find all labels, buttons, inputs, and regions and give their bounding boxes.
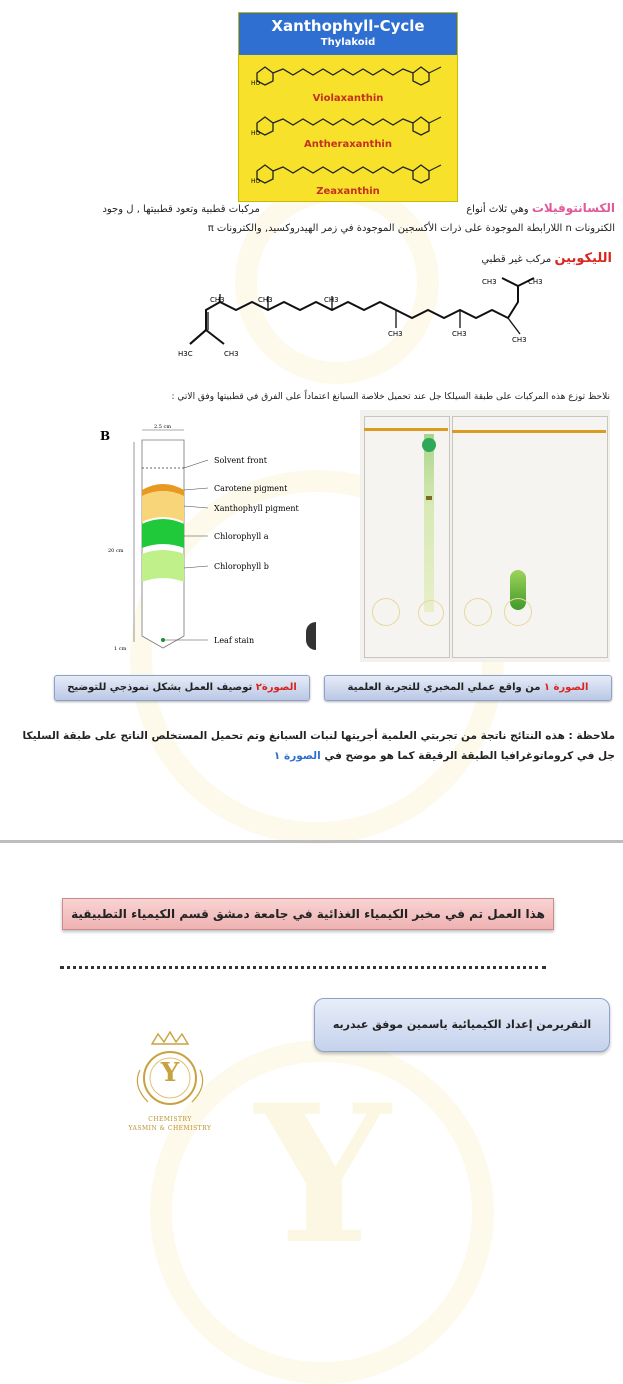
- tlc-green-spot-top: [422, 438, 436, 452]
- origin-distance-label: 1 cm: [114, 646, 127, 652]
- tlc-origin-circle-4: [504, 598, 532, 626]
- zeaxanthin-structure: [247, 157, 449, 187]
- caption-figure-1: [324, 675, 612, 701]
- solvent-front-left: [364, 428, 448, 431]
- plate-height-label: 20 cm: [108, 548, 124, 554]
- logo-letter: Y: [160, 1058, 180, 1088]
- lycopene-label-bottom-1: H3C: [178, 350, 193, 358]
- note-line-2-text: جل في كروماتوغرافيا الطبقة الرقيقة كما هو موضح في: [324, 750, 615, 762]
- svg-text:HO: HO: [251, 130, 261, 137]
- caption-figure-1-text: من واقع عملي المخبري للتجربة العلمية: [347, 682, 541, 693]
- tlc-origin-circle-3: [464, 598, 492, 626]
- lycopene-label-top-5: CH3: [528, 278, 543, 286]
- logo-line-1: CHEMISTRY: [148, 1116, 192, 1123]
- band-label-chlorophyll-a: Chlorophyll a: [214, 532, 269, 541]
- violaxanthin-label: Violaxanthin: [312, 93, 384, 104]
- xanthophylls-types: وهي ثلاث أنواع: [466, 204, 529, 215]
- tlc-schematic-figure: [90, 416, 310, 658]
- lycopene-label-top-4: CH3: [482, 278, 497, 286]
- lycopene-structure: [160, 272, 560, 372]
- zeaxanthin-label: Zeaxanthin: [316, 186, 380, 197]
- band-label-xanthophyll: Xanthophyll pigment: [214, 504, 299, 513]
- xanthophyll-cycle-header: [239, 13, 457, 55]
- caption-figure-2: [54, 675, 310, 701]
- xanthophylls-line-2: الكترونات n اللارابطة الموجودة على ذرات الأكسجين الموجودة في زمر الهيدروكسيد, والكترونات π: [207, 223, 615, 234]
- page-divider: [0, 840, 623, 843]
- tlc-spot-middle: [426, 496, 432, 500]
- lycopene-label-top-2: CH3: [258, 296, 273, 304]
- logo-line-2: YASMIN & CHEMISTRY: [128, 1125, 212, 1132]
- xanthophyll-cycle-subtitle: Thylakoid: [320, 37, 376, 48]
- xanthophyll-cycle-figure: [238, 12, 458, 202]
- caption-figure-1-prefix: الصورة ١: [543, 682, 589, 693]
- author-box: التقريرمن إعداد الكيميائية ياسمين موفق عبدربه: [314, 998, 610, 1052]
- caption-figure-2-text: توصيف العمل بشكل نموذجي للتوضيح: [67, 682, 253, 693]
- caption-figure-2-prefix: الصورة٢: [255, 682, 297, 693]
- svg-text:HO: HO: [251, 178, 261, 185]
- watermark-letter: Y: [255, 1063, 391, 1286]
- lab-banner: هذا العمل تم في مخبر الكيمياء الغذائية في جامعة دمشق قسم الكيمياء التطبيقية: [62, 898, 554, 930]
- tlc-photo: [360, 410, 610, 662]
- lycopene-label-bottom-4: CH3: [452, 330, 467, 338]
- band-label-solvent-front: Solvent front: [214, 456, 267, 465]
- chemistry-logo: [118, 1030, 222, 1138]
- lycopene-label-bottom-2: CH3: [224, 350, 239, 358]
- dotted-separator: [60, 966, 546, 969]
- observation-text: نلاحظ توزع هذه المركبات على طبقة السيلكا جل عند تحميل خلاصة السبانغ اعتماداً على الفرق في قطبيتها وفق الاتي :: [171, 392, 610, 402]
- xanthophylls-heading: الكسانتوفيلات: [531, 201, 615, 215]
- band-label-carotene: Carotene pigment: [214, 484, 288, 493]
- lycopene-label-bottom-3: CH3: [388, 330, 403, 338]
- band-label-chlorophyll-b: Chlorophyll b: [214, 562, 269, 571]
- svg-text:HO: HO: [251, 80, 261, 87]
- panel-letter: B: [100, 429, 111, 443]
- xanthophylls-polarity: مركبات قطبية وتعود قطبيتها , ل وجود: [102, 204, 260, 215]
- xanthophylls-line-1: [60, 201, 615, 217]
- lycopene-label-top-1: CH3: [210, 296, 225, 304]
- note-line-1: ملاحظة : هذه النتائج ناتجة من تجربتي العلمية أجريتها لنبات السبانغ وتم تحميل المستخلص الناتج على طبقة السليكا: [22, 730, 615, 742]
- antheraxanthin-label: Antheraxanthin: [304, 139, 392, 150]
- violaxanthin-structure: [247, 59, 449, 89]
- lycopene-description: مركب غير قطبي: [481, 254, 552, 265]
- lycopene-label-top-3: CH3: [324, 296, 339, 304]
- lycopene-label-bottom-5: CH3: [512, 336, 527, 344]
- band-label-leaf-stain: Leaf stain: [214, 636, 255, 645]
- tlc-schematic: [90, 416, 310, 658]
- lycopene-heading: الليكوبين: [554, 251, 612, 266]
- plate-width-label: 2.5 cm: [154, 424, 172, 430]
- tlc-lane-streak: [424, 434, 434, 612]
- solvent-front-right: [452, 430, 606, 433]
- note-figure-reference[interactable]: الصورة ١: [273, 750, 321, 762]
- note-line-2: [10, 746, 615, 766]
- lycopene-line: [300, 252, 612, 267]
- xanthophyll-cycle-title: Xanthophyll-Cycle: [271, 17, 425, 35]
- scroll-marker: [306, 622, 316, 650]
- tlc-origin-circle-1: [372, 598, 400, 626]
- antheraxanthin-structure: [247, 109, 449, 139]
- tlc-origin-circle-2: [418, 600, 444, 626]
